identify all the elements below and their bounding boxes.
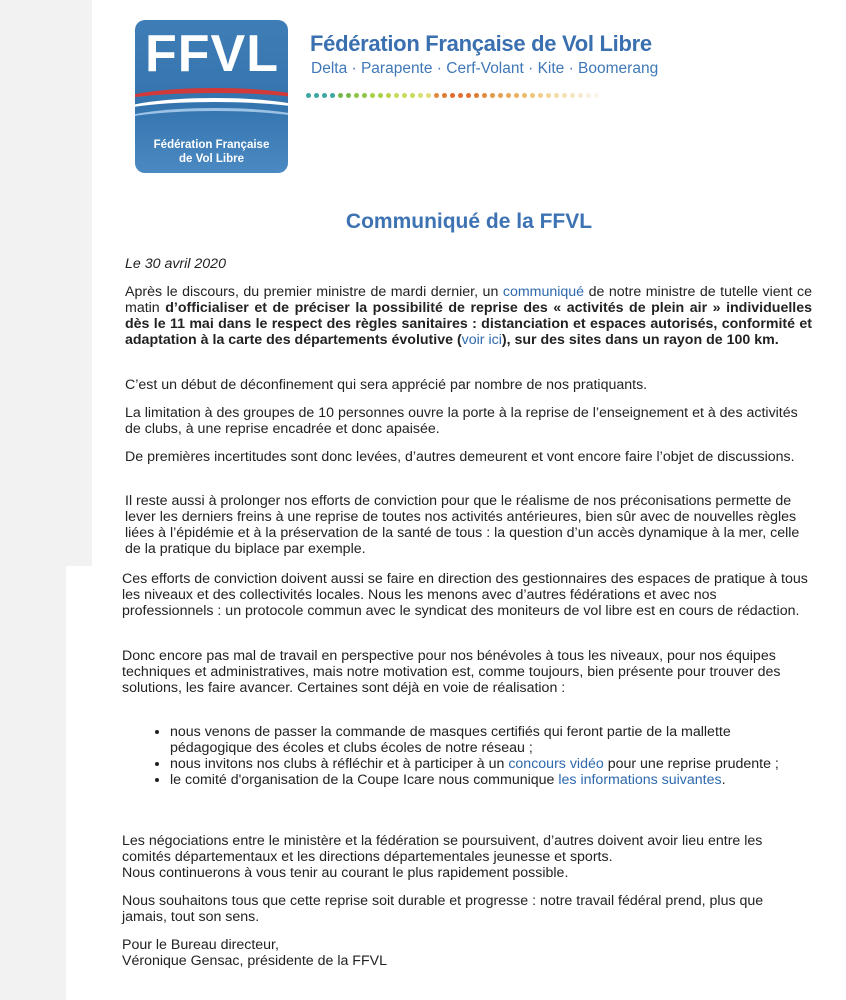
concours-video-link[interactable]: concours vidéo xyxy=(508,756,604,772)
decor-dot xyxy=(554,93,559,98)
decor-dot xyxy=(418,93,423,98)
paragraph-3: La limitation à des groupes de 10 personnes ouvre la porte à la reprise de l’enseignement et à des activités de clubs, à une reprise encadrée et donc apaisée. xyxy=(125,405,798,437)
decor-dot xyxy=(490,93,495,98)
decor-dot xyxy=(306,93,311,98)
decor-dot xyxy=(354,93,359,98)
decor-dot xyxy=(394,93,399,98)
decor-dot xyxy=(522,93,527,98)
decor-dot xyxy=(466,93,471,98)
decor-dot xyxy=(562,93,567,98)
paragraph-6: Ces efforts de conviction doivent aussi se faire en direction des gestionnaires des espaces de pratique à tous les niveaux et des collectivités locales. Nous les menons avec d’autres fédérations et avec nos professionnels : un protocole commun avec le syndicat des moniteurs de vol libre est en cours de rédaction. xyxy=(122,571,808,619)
decor-dot xyxy=(570,93,575,98)
decor-dot xyxy=(482,93,487,98)
decor-dot xyxy=(370,93,375,98)
decor-dot xyxy=(546,93,551,98)
bullet-list xyxy=(122,724,812,788)
decor-dot xyxy=(410,93,415,98)
paragraph-7: Donc encore pas mal de travail en perspective pour nos bénévoles à tous les niveaux, pour nos équipes techniques et administratives, mais notre motivation est, comme toujours, bien présente pour trouver des solutions, les faire avancer. Certaines sont déjà en voie de réalisation : xyxy=(122,648,781,696)
paragraph-5: Il reste aussi à prolonger nos efforts de conviction pour que le réalisme de nos préconisations permette de lever les derniers freins à une reprise de toutes nos activités antérieures, bien sûr avec de nouvelles règles liées à l’épidémie et à la préservation de la santé de tous : la question d’un accès dynamique à la mer, celle de la pratique du biplace par exemple. xyxy=(125,493,800,557)
decor-dot xyxy=(402,93,407,98)
paragraph-9: Nous souhaitons tous que cette reprise soit durable et progresse : notre travail fédéral prend, plus que jamais, tout son sens. xyxy=(122,893,764,925)
decor-dot xyxy=(530,93,535,98)
communique-link[interactable]: communiqué xyxy=(502,284,585,300)
decor-dot xyxy=(586,93,591,98)
decor-dot xyxy=(506,93,511,98)
decor-dot xyxy=(514,93,519,98)
voir-ici-link[interactable]: voir ici xyxy=(461,332,502,348)
decor-dot xyxy=(538,93,543,98)
decor-dot xyxy=(386,93,391,98)
signature: Pour le Bureau directeur, Véronique Gensac, présidente de la FFVL xyxy=(122,937,387,969)
left-margin xyxy=(0,566,66,1000)
federation-tagline: Delta · Parapente · Cerf-Volant · Kite · Boomerang xyxy=(311,60,659,77)
decor-dot xyxy=(330,93,335,98)
list-item: • le comité d'organisation de la Coupe Icare nous communique les informations suivantes. xyxy=(170,772,812,788)
paragraph-1: Après le discours, du premier ministre de mardi dernier, un communiqué de notre ministre de tutelle vient ce matin d’officialiser et de préciser la possibilité de reprise des « activités de plein air » individuelles dès le 11 mai dans le respect des règles sanitaires : distanciation et espaces autorisés, conformité et adaptation à la carte des départements évolutive (voir ici), sur des sites dans un rayon de 100 km. xyxy=(125,284,813,348)
decor-dot xyxy=(434,93,439,98)
decor-dot xyxy=(338,93,343,98)
page-title: Communiqué de la FFVL xyxy=(345,210,593,233)
decor-dot xyxy=(578,93,583,98)
ffvl-logo xyxy=(135,20,288,173)
decor-dot xyxy=(498,93,503,98)
list-item: • nous invitons nos clubs à réfléchir et à participer à un concours vidéo pour une reprise prudente ; xyxy=(170,756,812,772)
paragraph-8: Les négociations entre le ministère et la fédération se poursuivent, d’autres doivent avoir lieu entre les comités départementaux et les directions départementales jeunesse et sports. Nous continuerons à vous tenir au courant le plus rapidement possible. xyxy=(122,833,763,881)
decor-dot xyxy=(594,93,599,98)
decorative-dot-band xyxy=(306,93,599,98)
decor-dot xyxy=(442,93,447,98)
decor-dot xyxy=(474,93,479,98)
article-date: Le 30 avril 2020 xyxy=(125,256,226,272)
logo-subtitle: Fédération Française de Vol Libre xyxy=(153,139,270,165)
decor-dot xyxy=(322,93,327,98)
decor-dot xyxy=(362,93,367,98)
logo-text: FFVL xyxy=(145,25,279,83)
paragraph-2: C’est un début de déconfinement qui sera apprécié par nombre de nos pratiquants. xyxy=(125,377,648,393)
decor-dot xyxy=(458,93,463,98)
federation-name: Fédération Française de Vol Libre xyxy=(310,31,652,56)
decor-dot xyxy=(314,93,319,98)
list-item: • nous venons de passer la commande de masques certifiés qui feront partie de la mallette pédagogique des écoles et clubs écoles de notre réseau ; xyxy=(170,724,812,756)
informations-link[interactable]: les informations suivantes xyxy=(558,772,722,788)
decor-dot xyxy=(450,93,455,98)
paragraph-4: De premières incertitudes sont donc levées, d’autres demeurent et vont encore faire l’objet de discussions. xyxy=(125,449,795,465)
decor-dot xyxy=(426,93,431,98)
decor-dot xyxy=(378,93,383,98)
decor-dot xyxy=(346,93,351,98)
